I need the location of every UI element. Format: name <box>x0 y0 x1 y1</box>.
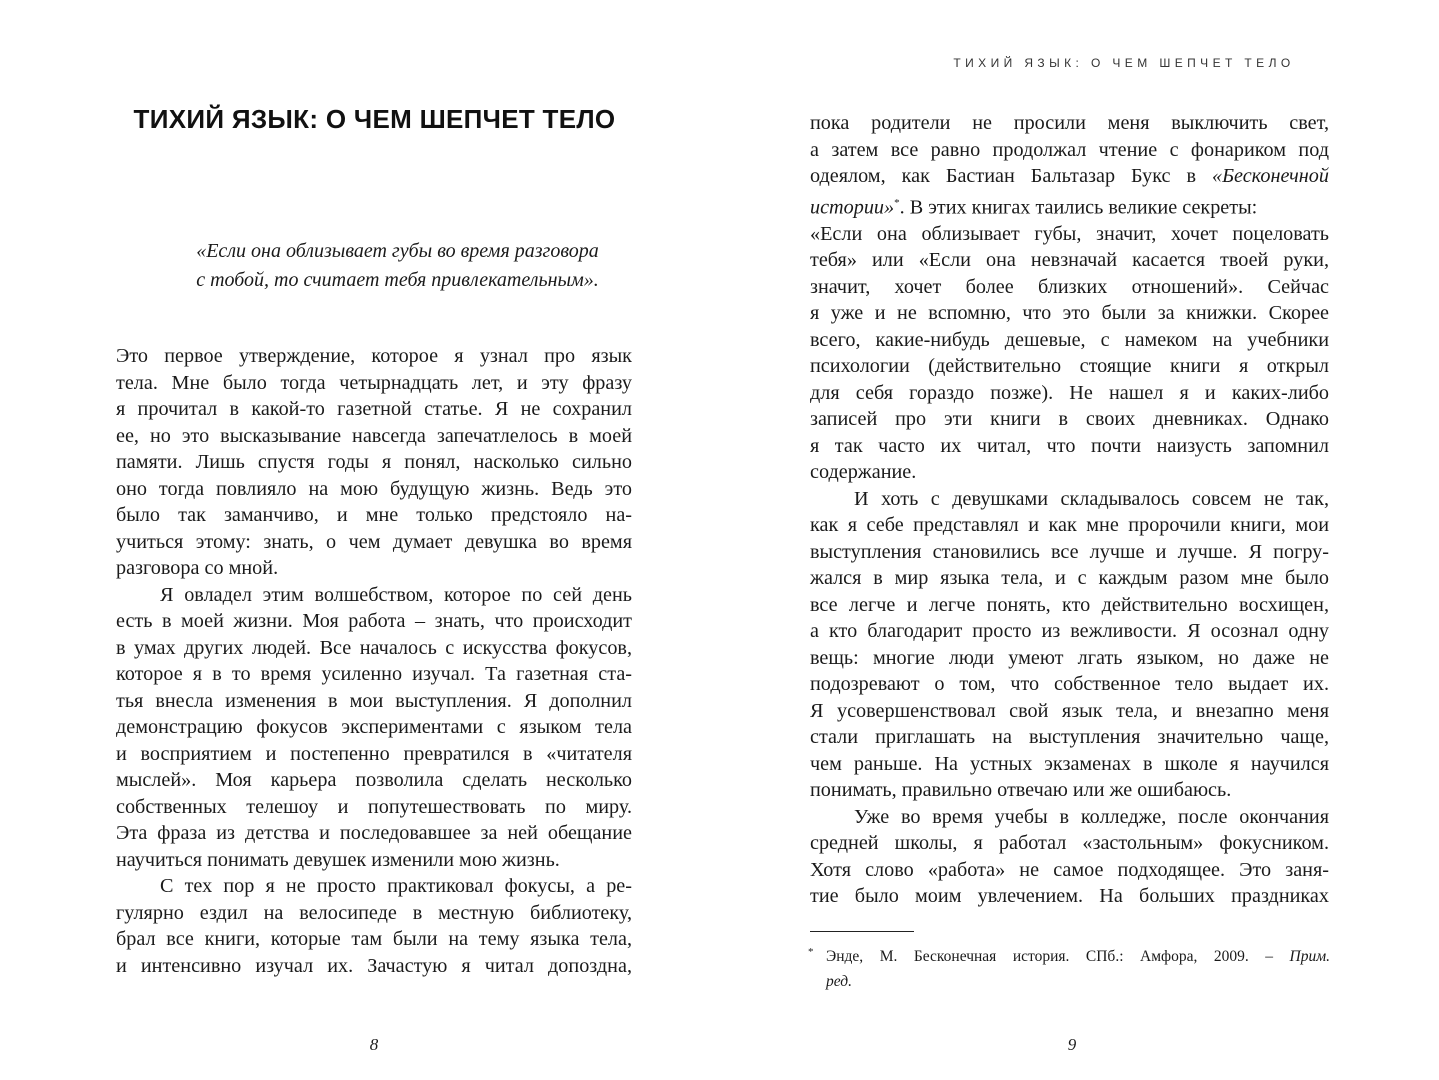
text-line: я прочитал в какой-то газетной статье. Я не сохранил <box>116 398 632 420</box>
book-title-italic: «Бесконечной <box>1212 165 1329 187</box>
epigraph-line: с тобой, то считает тебя привлекательным». <box>196 269 599 291</box>
text-line: я так часто их читал, что почти наизусть запомнил <box>810 434 1329 457</box>
epigraph-line: «Если она облизывает губы во время разговора <box>196 240 599 262</box>
text-line: разговора со мной. <box>116 557 279 579</box>
text-line: выступления становились все лучше и лучше. Я погру- <box>810 540 1329 563</box>
text-line: было так заманчиво, и мне только предстояло на- <box>116 504 632 526</box>
text-line: записей про эти книги в своих дневниках. Однако <box>810 408 1329 431</box>
text-line: для себя гораздо позже). Не нашел я и каких-либо <box>810 381 1329 404</box>
text-line: И хоть с девушками складывалось совсем не так, <box>854 487 1329 510</box>
text-line: Уже во время учебы в колледже, после окончания <box>854 805 1329 828</box>
text-line: тела. Мне было тогда четырнадцать лет, и эту фразу <box>116 371 632 394</box>
right-page-body <box>810 110 1329 910</box>
footnote <box>808 944 1330 994</box>
text-line: и восприятием и постепенно превратился в «читателя <box>116 742 632 765</box>
epigraph <box>120 237 675 295</box>
text-line: подозревают о том, что собственное тело выдает их. <box>810 673 1329 696</box>
text-line: Я овладел этим волшебством, которое по сей день <box>160 583 632 606</box>
text-fragment: . В этих книгах таились великие секреты: <box>899 196 1258 219</box>
left-page-body <box>116 343 632 979</box>
page-number-left: 8 <box>369 1035 379 1054</box>
text-line: научиться понимать девушек изменили мою жизнь. <box>116 848 560 871</box>
page-number-right: 9 <box>1067 1035 1077 1054</box>
text-line: Хотя слово «работа» не самое подходящее. Это заня- <box>810 858 1329 881</box>
text-line: стали приглашать на выступления значительно чаще, <box>810 726 1329 749</box>
text-line: есть в моей жизни. Моя работа – знать, что происходит <box>116 610 632 632</box>
text-line: тья внесла изменения в мои выступления. Я дополнил <box>116 689 632 712</box>
text-line: средней школы, я работал «застольным» фокусником. <box>810 832 1329 855</box>
chapter-title: ТИХИЙ ЯЗЫК: О ЧЕМ ШЕПЧЕТ ТЕЛО <box>133 104 616 134</box>
text-line: вещь: многие люди умеют лгать языком, но даже не <box>810 646 1329 669</box>
text-line: гулярно ездил на велосипеде в местную библиотеку, <box>116 901 632 924</box>
text-line: и интенсивно изучал их. Зачастую я читал допоздна, <box>116 954 632 977</box>
text-line: а кто благодарит просто из вежливости. Я осознал одну <box>810 620 1329 643</box>
footnote-separator <box>810 931 914 932</box>
text-line: понимать, правильно отвечаю или же ошибаюсь. <box>810 779 1232 802</box>
text-line: все легче и легче понять, кто действительно восхищен, <box>810 593 1329 616</box>
text-line: в умах других людей. Все началось с искусства фокусов, <box>116 636 632 659</box>
text-line: Это первое утверждение, которое я узнал про язык <box>116 345 632 367</box>
text-line <box>810 190 1329 221</box>
text-line <box>810 163 1329 190</box>
book-title-italic: истории» <box>810 196 895 219</box>
text-line: чем раньше. На устных экзаменах в школе я научился <box>810 752 1329 775</box>
text-line: С тех пор я не просто практиковал фокусы, а ре- <box>160 875 632 897</box>
footnote-mark: * <box>808 946 814 958</box>
text-line: жался в мир языка тела, и с каждым разом мне было <box>810 567 1329 590</box>
text-line: Я усовершенствовал свой язык тела, и внезапно меня <box>810 699 1329 722</box>
text-line: значит, хочет более близких отношений». Сейчас <box>810 275 1329 298</box>
text-line: тие было моим увлечением. На больших праздниках <box>810 885 1329 908</box>
footnote-note-italic: ред. <box>826 973 852 990</box>
text-line: содержание. <box>810 461 917 484</box>
footnote-text: Энде, М. Бесконечная история. СПб.: Амфора, 2009. – <box>826 948 1290 965</box>
running-head: ТИХИЙ ЯЗЫК: О ЧЕМ ШЕПЧЕТ ТЕЛО <box>953 56 1295 70</box>
text-line: демонстрацию фокусов экспериментами с языком тела <box>116 716 632 738</box>
text-line: всего, какие-нибудь дешевые, с намеком на учебники <box>810 328 1329 351</box>
text-line: которое я в то время усиленно изучал. Та газетная ста- <box>116 663 632 685</box>
footnote-line <box>808 944 1330 969</box>
text-line: памяти. Лишь спустя годы я понял, насколько сильно <box>116 451 632 473</box>
text-line: мыслей». Моя карьера позволила сделать несколько <box>116 769 632 791</box>
footnote-note-italic: Прим. <box>1289 948 1330 965</box>
text-line: психологии (действительно стоящие книги я открыл <box>810 355 1329 378</box>
text-line: а затем все равно продолжал чтение с фонариком под <box>810 138 1329 161</box>
text-line: ее, но это высказывание навсегда запечатлелось в моей <box>116 424 632 447</box>
text-line: пока родители не просили меня выключить свет, <box>810 112 1329 134</box>
text-line: брал все книги, которые там были на тему языка тела, <box>116 928 632 950</box>
text-line: тебя» или «Если она невзначай касается твоей руки, <box>810 249 1329 272</box>
text-line: учиться этому: знать, о чем думает девушка во время <box>116 530 632 553</box>
text-fragment: одеялом, как Бастиан Бальтазар Букс в <box>810 165 1213 187</box>
text-line: собственных телешоу и попутешествовать по миру. <box>116 795 632 818</box>
text-line: я уже и не вспомню, что это были за книжки. Скорее <box>810 302 1329 325</box>
text-line: оно тогда повлияло на мою будущую жизнь. Ведь это <box>116 477 632 500</box>
text-line: «Если она облизывает губы, значит, хочет поцеловать <box>810 222 1329 245</box>
footnote-marker: * <box>894 196 900 209</box>
text-line: как я себе представлял и как мне пророчили книги, мои <box>810 514 1329 537</box>
footnote-line <box>808 969 1330 994</box>
text-line: Эта фраза из детства и последовавшее за ней обещание <box>116 822 632 844</box>
